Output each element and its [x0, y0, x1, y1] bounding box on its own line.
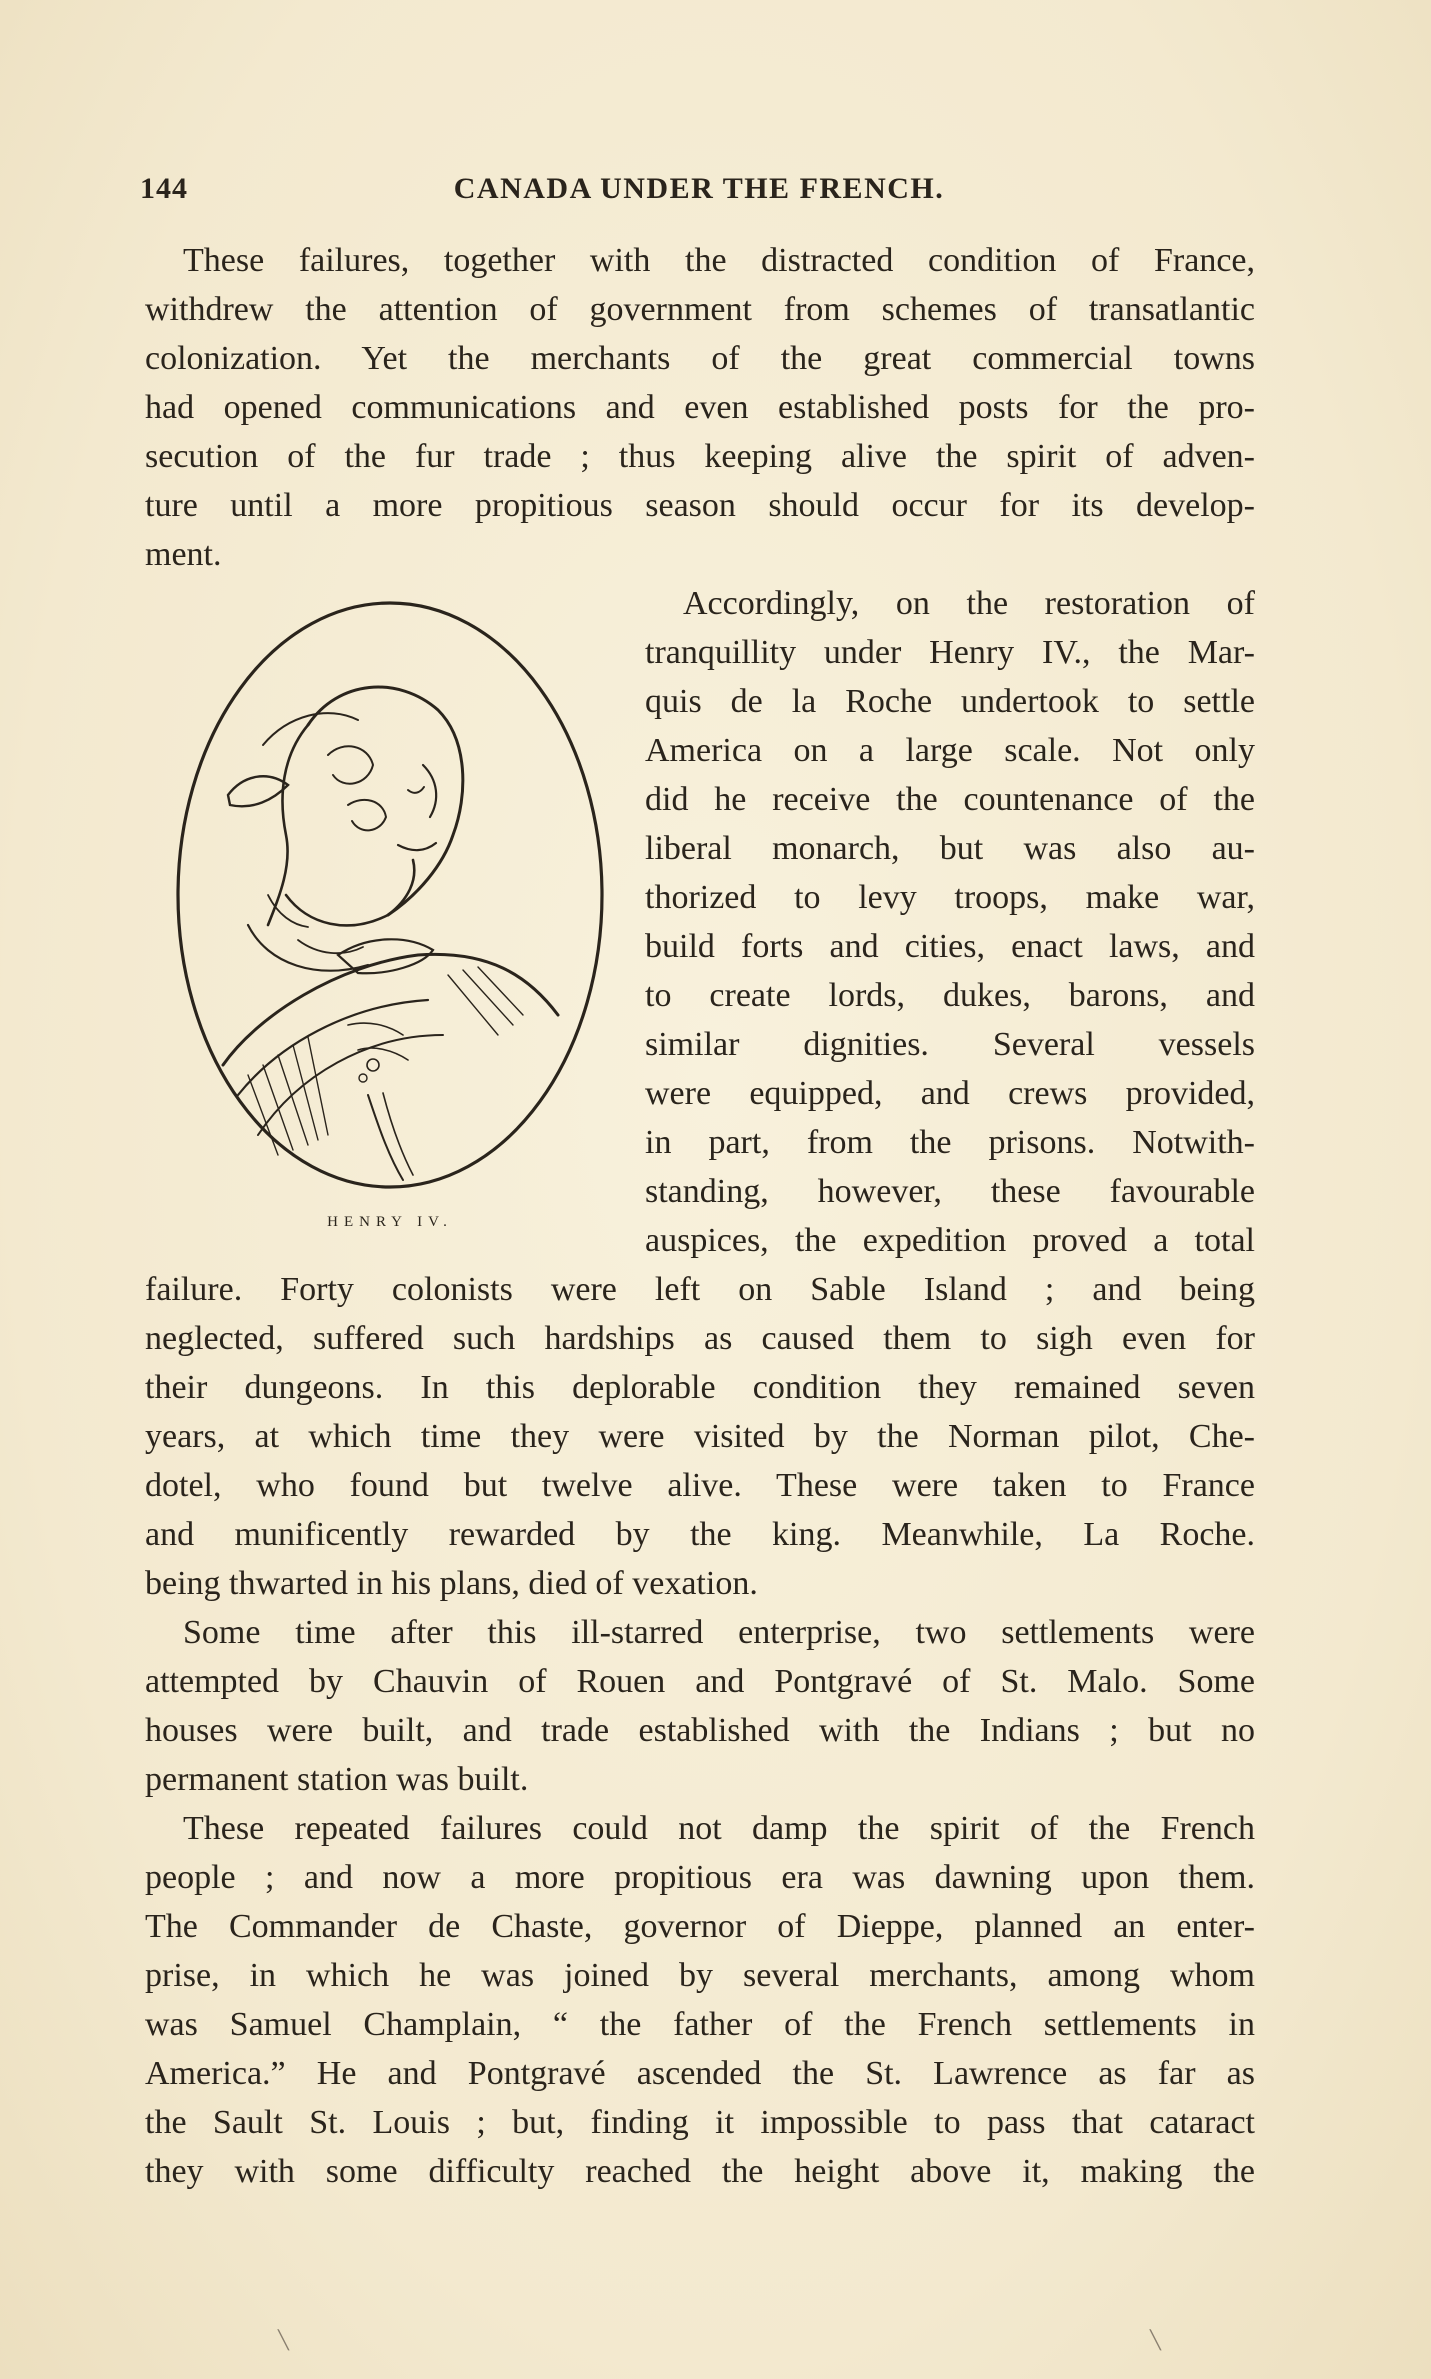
text-line: liberal monarch, but was also au- — [645, 830, 1255, 867]
text-line: being thwarted in his plans, died of vexation. — [145, 1565, 758, 1602]
text-line: Accordingly, on the restoration of — [683, 585, 1255, 622]
text-line: prise, in which he was joined by several merchants, among whom — [145, 1957, 1255, 1994]
text-line: colonization. Yet the merchants of the great commercial towns — [145, 340, 1255, 377]
figure-caption: HENRY IV. — [327, 1214, 453, 1230]
text-line: Some time after this ill-starred enterprise, two settlements were — [183, 1614, 1255, 1651]
text-line: secution of the fur trade ; thus keeping alive the spirit of adven- — [145, 438, 1255, 475]
text-line: thorized to levy troops, make war, — [645, 879, 1255, 916]
text-line: houses were built, and trade established with the Indians ; but no — [145, 1712, 1255, 1749]
text-line: did he receive the countenance of the — [645, 781, 1255, 818]
text-line: their dungeons. In this deplorable condition they remained seven — [145, 1369, 1255, 1406]
text-line: These failures, together with the distracted condition of France, — [183, 242, 1255, 279]
text-line: people ; and now a more propitious era was dawning upon them. — [145, 1859, 1255, 1896]
text-line: standing, however, these favourable — [645, 1173, 1255, 1210]
text-line: auspices, the expedition proved a total — [645, 1222, 1255, 1259]
paper-speck: ╲ — [278, 2330, 289, 2350]
text-line: they with some difficulty reached the height above it, making the — [145, 2153, 1255, 2190]
text-line: America on a large scale. Not only — [645, 732, 1255, 769]
text-line: quis de la Roche undertook to settle — [645, 683, 1255, 720]
page-header — [140, 172, 1258, 216]
text-line: the Sault St. Louis ; but, finding it impossible to pass that cataract — [145, 2104, 1255, 2141]
text-line: dotel, who found but twelve alive. These were taken to France — [145, 1467, 1255, 1504]
text-line: withdrew the attention of government from schemes of transatlantic — [145, 291, 1255, 328]
text-line: ture until a more propitious season should occur for its develop- — [145, 487, 1255, 524]
text-line: had opened communications and even established posts for the pro- — [145, 389, 1255, 426]
page-number: 144 — [140, 172, 188, 205]
text-line: failure. Forty colonists were left on Sable Island ; and being — [145, 1271, 1255, 1308]
text-line: years, at which time they were visited by the Norman pilot, Che- — [145, 1418, 1255, 1455]
paper-speck: ╲ — [1150, 2330, 1161, 2350]
text-line: These repeated failures could not damp the spirit of the French — [183, 1810, 1255, 1847]
running-head: CANADA UNDER THE FRENCH. — [453, 172, 945, 205]
text-line: tranquillity under Henry IV., the Mar- — [645, 634, 1255, 671]
text-line: attempted by Chauvin of Rouen and Pontgravé of St. Malo. Some — [145, 1663, 1255, 1700]
text-line: were equipped, and crews provided, — [645, 1075, 1255, 1112]
text-line: to create lords, dukes, barons, and — [645, 977, 1255, 1014]
text-line: similar dignities. Several vessels — [645, 1026, 1255, 1063]
text-line: neglected, suffered such hardships as caused them to sigh even for — [145, 1320, 1255, 1357]
text-line: in part, from the prisons. Notwith- — [645, 1124, 1255, 1161]
text-line: was Samuel Champlain, “ the father of the French settlements in — [145, 2006, 1255, 2043]
text-line: ment. — [145, 536, 222, 573]
text-line: build forts and cities, enact laws, and — [645, 928, 1255, 965]
text-line: permanent station was built. — [145, 1761, 529, 1798]
text-line: America.” He and Pontgravé ascended the St. Lawrence as far as — [145, 2055, 1255, 2092]
henry-iv-portrait-engraving — [168, 595, 613, 1215]
text-line: and munificently rewarded by the king. Meanwhile, La Roche. — [145, 1516, 1255, 1553]
text-line: The Commander de Chaste, governor of Dieppe, planned an enter- — [145, 1908, 1255, 1945]
